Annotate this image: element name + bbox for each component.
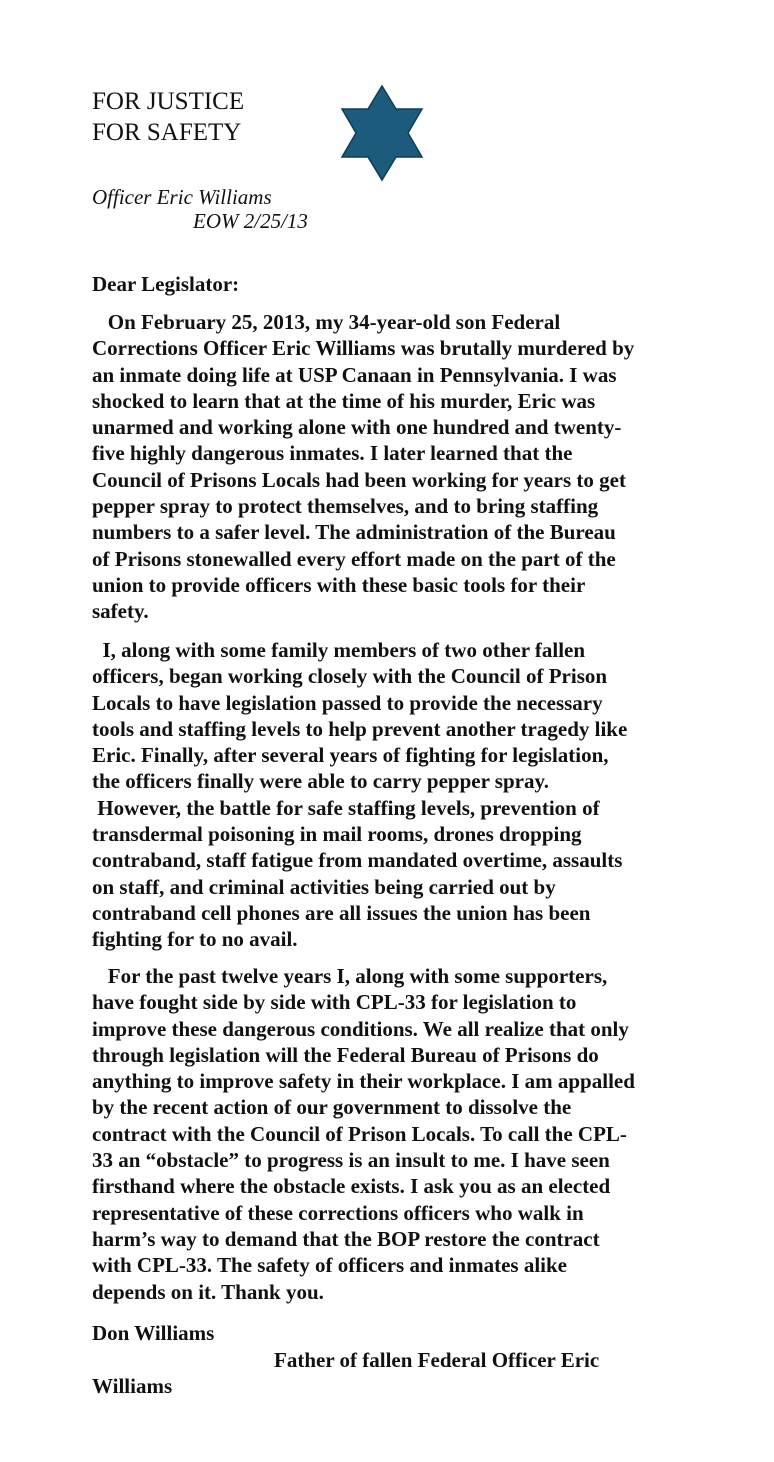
paragraph-line: an inmate doing life at USP Canaan in Pennsylvania. I was bbox=[92, 362, 617, 387]
signature-line-1: Father of fallen Federal Officer Eric bbox=[274, 1348, 600, 1372]
end-of-watch-date: EOW 2/25/13 bbox=[193, 209, 308, 233]
closing-name: Don Williams bbox=[92, 1321, 215, 1345]
paragraph-line: by the recent action of our government to dissolve the bbox=[92, 1095, 572, 1120]
paragraph-line: contraband cell phones are all issues the union has been bbox=[92, 900, 591, 925]
paragraph-line: improve these dangerous conditions. We all realize that only bbox=[92, 1016, 629, 1041]
paragraph-line: Eric. Finally, after several years of fighting for legislation, bbox=[92, 743, 609, 768]
paragraph-line: Corrections Officer Eric Williams was brutally murdered by bbox=[92, 336, 635, 361]
paragraph-line: For the past twelve years I, along with some supporters, bbox=[92, 964, 608, 988]
paragraph-line: the officers finally were able to carry pepper spray. bbox=[92, 769, 550, 794]
paragraph-line: safety. bbox=[92, 599, 149, 624]
paragraph-line: of Prisons stonewalled every effort made on the part of the bbox=[92, 546, 616, 571]
paragraph-line: on staff, and criminal activities being carried out by bbox=[92, 874, 556, 899]
paragraph-line: anything to improve safety in their workplace. I am appalled bbox=[92, 1069, 635, 1094]
paragraph-line: have fought side by side with CPL-33 for legislation to bbox=[92, 990, 577, 1015]
paragraph-2 bbox=[92, 637, 712, 953]
slogan-line-2: FOR SAFETY bbox=[92, 119, 242, 146]
paragraph-line: through legislation will the Federal Bureau of Prisons do bbox=[92, 1042, 599, 1067]
paragraph-line: transdermal poisoning in mail rooms, drones dropping bbox=[92, 822, 582, 847]
paragraph-line: pepper spray to protect themselves, and to bring staffing bbox=[92, 494, 599, 519]
paragraph-line: tools and staffing levels to help prevent another tragedy like bbox=[92, 716, 628, 741]
paragraph-line: unarmed and working alone with one hundred and twenty- bbox=[92, 415, 622, 440]
paragraph-line: five highly dangerous inmates. I later learned that the bbox=[92, 441, 573, 466]
paragraph-line: contract with the Council of Prison Locals. To call the CPL- bbox=[92, 1121, 627, 1146]
paragraph-3 bbox=[92, 963, 712, 1305]
paragraph-line: I, along with some family members of two other fallen bbox=[92, 638, 586, 662]
officer-name: Officer Eric Williams bbox=[92, 185, 272, 209]
paragraph-line: representative of these corrections officers who walk in bbox=[92, 1200, 584, 1225]
paragraph-line: harm’s way to demand that the BOP restore the contract bbox=[92, 1226, 600, 1251]
paragraph-line: firsthand where the obstacle exists. I ask you as an elected bbox=[92, 1174, 611, 1199]
paragraph-line: fighting for to no avail. bbox=[92, 927, 298, 952]
greeting: Dear Legislator: bbox=[92, 272, 240, 296]
six-pointed-star-icon bbox=[336, 84, 428, 182]
paragraph-line: numbers to a safer level. The administration of the Bureau bbox=[92, 520, 616, 545]
star-shape bbox=[342, 86, 422, 180]
paragraph-line: with CPL-33. The safety of officers and inmates alike bbox=[92, 1253, 567, 1278]
slogan-line-1: FOR JUSTICE bbox=[92, 88, 245, 115]
paragraph-line: shocked to learn that at the time of his murder, Eric was bbox=[92, 388, 596, 413]
paragraph-1 bbox=[92, 309, 712, 625]
paragraph-line: Council of Prisons Locals had been working for years to get bbox=[92, 467, 626, 492]
paragraph-line: Locals to have legislation passed to provide the necessary bbox=[92, 690, 603, 715]
paragraph-line: union to provide officers with these basic tools for their bbox=[92, 572, 586, 597]
paragraph-line: However, the battle for safe staffing levels, prevention of bbox=[92, 795, 600, 820]
paragraph-line: depends on it. Thank you. bbox=[92, 1279, 324, 1304]
paragraph-line: 33 an “obstacle” to progress is an insult to me. I have seen bbox=[92, 1148, 610, 1173]
paragraph-line: contraband, staff fatigue from mandated overtime, assaults bbox=[92, 848, 623, 873]
paragraph-line: On February 25, 2013, my 34-year-old son Federal bbox=[92, 310, 561, 334]
signature-line-2: Williams bbox=[92, 1374, 173, 1398]
paragraph-line: officers, began working closely with the Council of Prison bbox=[92, 664, 608, 689]
